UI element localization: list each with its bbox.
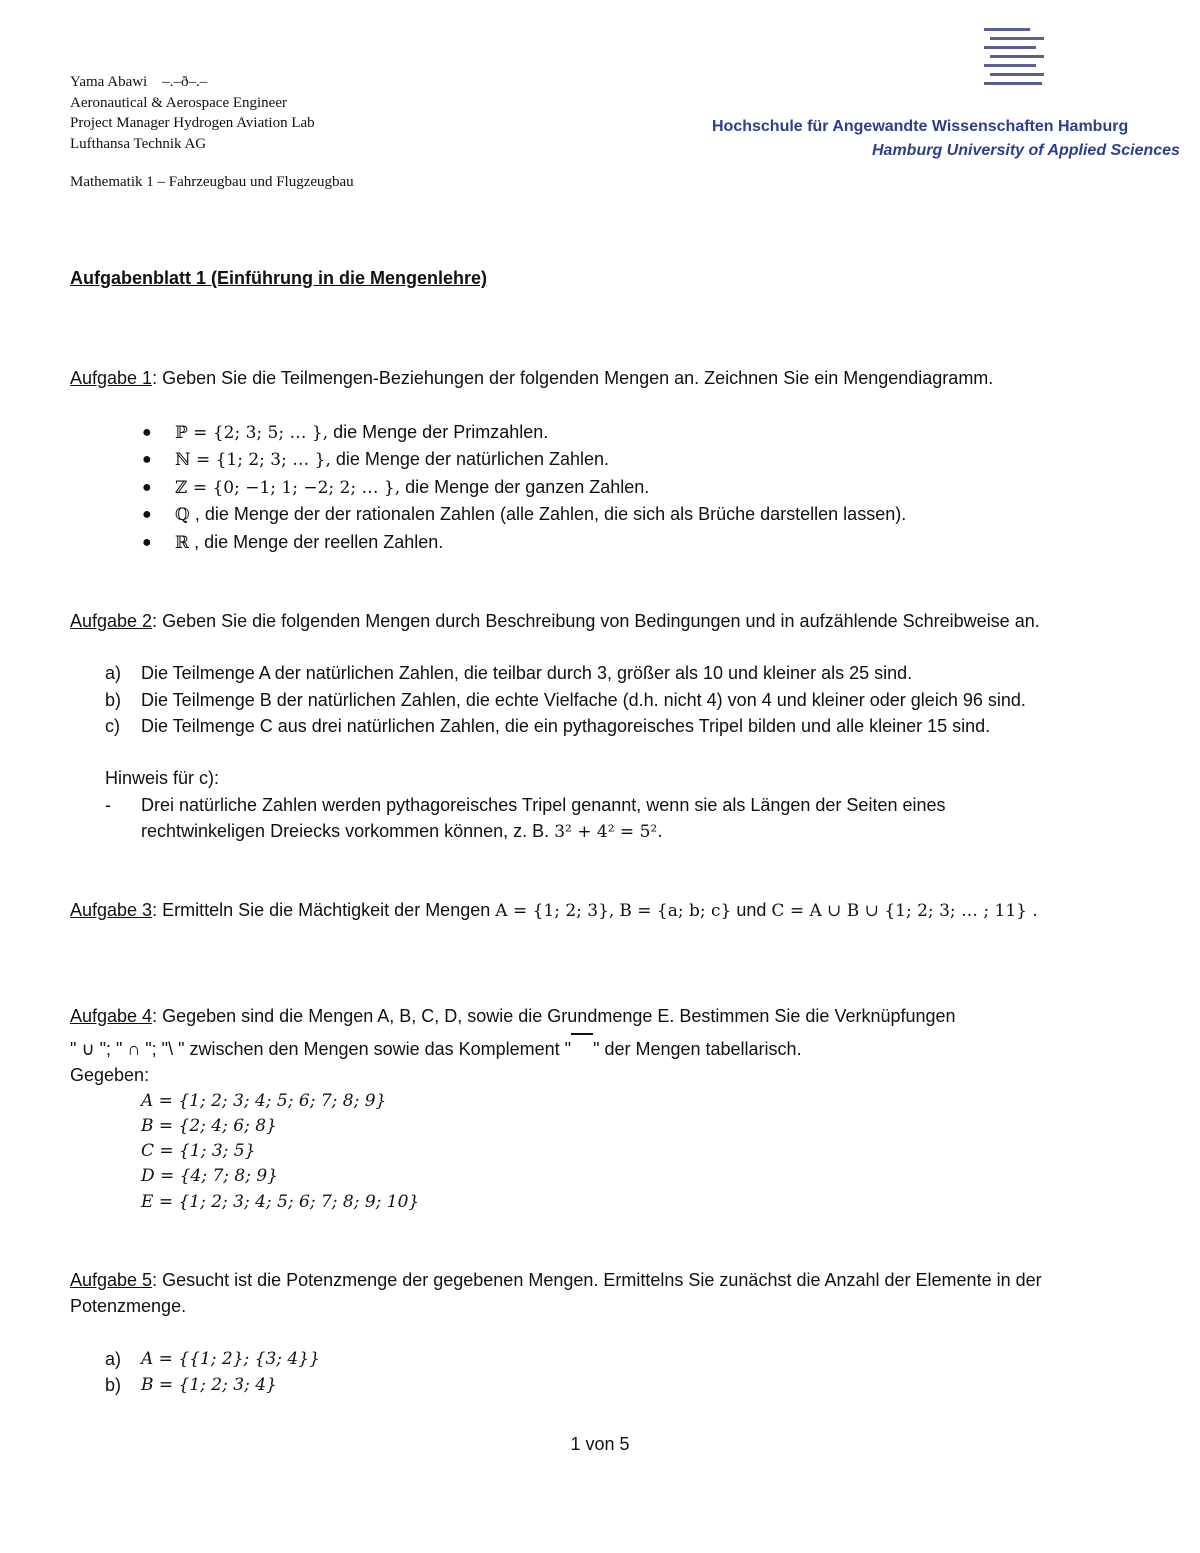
task3-heading: Aufgabe 3: Ermitteln Sie die Mächtigkeit der Mengen A = {1; 2; 3}, B = {a; b; c} und C = A ∪ B ∪ {1; 2; 3; … ; 11} .: [70, 900, 1038, 921]
task1-text: : Geben Sie die Teilmengen-Beziehungen der folgenden Mengen an. Zeichnen Sie ein Mengendiagramm.: [152, 368, 994, 388]
list-item: ℙ = {2; 3; 5; … }, die Menge der Primzahlen.: [175, 422, 549, 443]
item-label: a): [105, 663, 122, 683]
list-item: Die Teilmenge B der natürlichen Zahlen, die echte Vielfache (d.h. nicht 4) von 4 und kleiner oder gleich 96 sind.: [141, 690, 1026, 710]
list-item: Die Teilmenge A der natürlichen Zahlen, die teilbar durch 3, größer als 10 und kleiner als 25 sind.: [141, 663, 913, 683]
list-item: ℝ , die Menge der reellen Zahlen.: [175, 532, 444, 553]
list-item: ℤ = {0; −1; 1; −2; 2; … }, die Menge der ganzen Zahlen.: [175, 477, 650, 498]
task4-given: Gegeben:: [70, 1065, 150, 1085]
page-number: 1 von 5: [570, 1434, 630, 1454]
task5-text-cont: Potenzmenge.: [70, 1296, 187, 1316]
task4-ops: " ∪ "; " ∩ "; "\ " zwischen den Mengen sowie das Komplement " " der Mengen tabellarisch.: [70, 1039, 802, 1060]
author-sign: –.–ð–.–: [162, 74, 208, 90]
complement-bar-icon: [571, 1033, 593, 1045]
school-name-en: Hamburg University of Applied Sciences: [872, 142, 1180, 159]
task5-text: : Gesucht ist die Potenzmenge der gegebenen Mengen. Ermittelns Sie zunächst die Anzahl der Elemente in der: [152, 1270, 1042, 1290]
powerset-b: B = {1; 2; 3; 4}: [141, 1375, 277, 1395]
author-name-line: [70, 72, 315, 93]
task4-heading: [70, 1006, 956, 1027]
set-a: A = {1; 2; 3; 4; 5; 6; 7; 8; 9}: [141, 1091, 387, 1111]
hint-title: Hinweis für c):: [105, 768, 220, 788]
task1-heading: [70, 368, 993, 389]
task2-text: : Geben Sie die folgenden Mengen durch Beschreibung von Bedingungen und in aufzählende Schreibweise an.: [152, 611, 1040, 631]
item-label: b): [105, 1375, 122, 1395]
task3-text: : Ermitteln Sie die Mächtigkeit der Mengen: [152, 900, 491, 920]
task5-heading: [70, 1270, 1042, 1291]
item-label: c): [105, 716, 120, 736]
bullet-icon: ●: [142, 506, 152, 523]
author-name: Yama Abawi: [70, 74, 148, 90]
list-item: Die Teilmenge C aus drei natürlichen Zahlen, die ein pythagoreisches Tripel bilden und alle kleiner 15 sind.: [141, 716, 991, 736]
task4-text: : Gegeben sind die Mengen A, B, C, D, sowie die Grundmenge E. Bestimmen Sie die Verknüpfungen: [152, 1006, 956, 1026]
task2-heading: [70, 611, 1040, 632]
bullet-icon: ●: [142, 479, 152, 496]
task4-label: Aufgabe 4: [70, 1006, 153, 1026]
set-c: C = {1; 3; 5}: [141, 1141, 256, 1161]
author-block: [70, 72, 315, 154]
author-title: Aeronautical & Aerospace Engineer: [70, 94, 287, 111]
hint-line1: Drei natürliche Zahlen werden pythagoreisches Tripel genannt, wenn sie als Längen der Seiten eines: [141, 795, 946, 815]
list-item: ℕ = {1; 2; 3; … }, die Menge der natürlichen Zahlen.: [175, 449, 610, 470]
list-item: ℚ , die Menge der der rationalen Zahlen (alle Zahlen, die sich als Brüche darstellen lassen).: [175, 504, 907, 525]
task1-label: Aufgabe 1: [70, 368, 153, 388]
set-b: B = {2; 4; 6; 8}: [141, 1116, 277, 1136]
task2-label: Aufgabe 2: [70, 611, 153, 631]
bullet-icon: ●: [142, 534, 152, 551]
author-role: Project Manager Hydrogen Aviation Lab: [70, 115, 315, 131]
task3-label: Aufgabe 3: [70, 900, 153, 920]
school-name-de: Hochschule für Angewandte Wissenschaften Hamburg: [712, 118, 1129, 135]
hint-line2: rechtwinkeligen Dreiecks vorkommen können, z. B. 3² + 4² = 5².: [141, 821, 663, 842]
powerset-a: A = {{1; 2}; {3; 4}}: [141, 1349, 320, 1369]
item-label: a): [105, 1349, 122, 1369]
bullet-icon: ●: [142, 451, 152, 468]
hint-math: 3² + 4² = 5².: [554, 822, 663, 842]
author-company: Lufthansa Technik AG: [70, 135, 207, 152]
set-e: E = {1; 2; 3; 4; 5; 6; 7; 8; 9; 10}: [141, 1192, 420, 1212]
bullet-icon: ●: [142, 424, 152, 441]
set-d: D = {4; 7; 8; 9}: [141, 1166, 278, 1186]
haw-logo-icon: [984, 28, 1044, 90]
hint-dash: -: [105, 795, 111, 815]
sheet-title: Aufgabenblatt 1 (Einführung in die Mengenlehre): [70, 268, 487, 288]
task5-label: Aufgabe 5: [70, 1270, 153, 1290]
course-title: Mathematik 1 – Fahrzeugbau und Flugzeugbau: [70, 174, 354, 190]
item-label: b): [105, 690, 122, 710]
